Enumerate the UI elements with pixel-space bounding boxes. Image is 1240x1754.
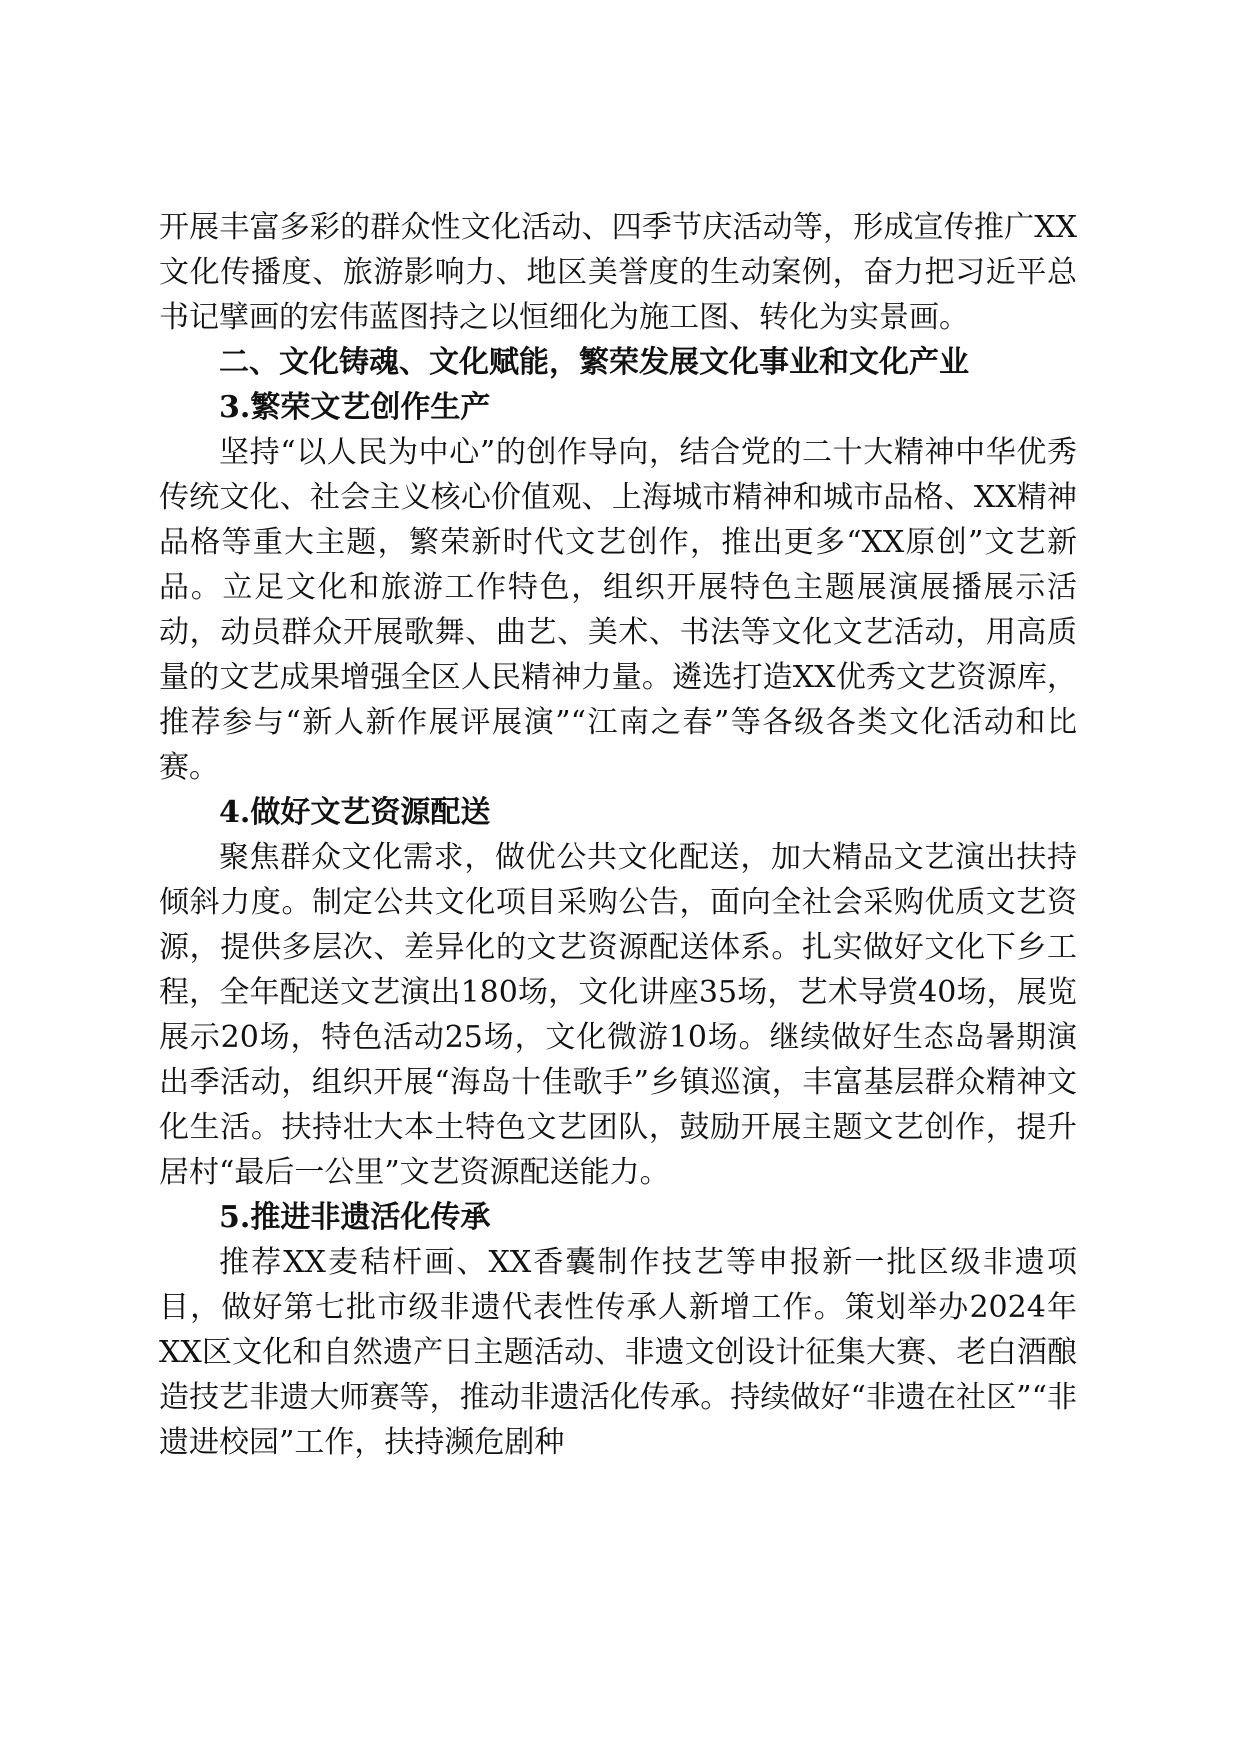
subheading-4: 4.做好文艺资源配送 bbox=[219, 795, 491, 830]
section-heading: 二、文化铸魂、文化赋能，繁荣发展文化事业和文化产业 bbox=[219, 345, 969, 380]
paragraph-5: 推荐XX麦秸杆画、XX香囊制作技艺等申报新一批区级非遗项目，做好第七批市级非遗代表性传承人新增工作。策划举办2024年XX区文化和自然遗产日主题活动、非遗文创设计征集大赛、老白酒酿造技艺非遗大师赛等，推动非遗活化传承。持续做好“非遗在社区”“非遗进校园”工作，扶持濒危剧种 bbox=[159, 1245, 1077, 1460]
document-page bbox=[159, 205, 1077, 1465]
paragraph-continuation: 开展丰富多彩的群众性文化活动、四季节庆活动等，形成宣传推广XX文化传播度、旅游影响力、地区美誉度的生动案例，奋力把习近平总书记擘画的宏伟蓝图持之以恒细化为施工图、转化为实景画。 bbox=[159, 210, 1077, 335]
subheading-5: 5.推进非遗活化传承 bbox=[219, 1200, 491, 1235]
paragraph-3: 坚持“以人民为中心”的创作导向，结合党的二十大精神中华优秀传统文化、社会主义核心价值观、上海城市精神和城市品格、XX精神品格等重大主题，繁荣新时代文艺创作，推出更多“XX原创”文艺新品。立足文化和旅游工作特色，组织开展特色主题展演展播展示活动，动员群众开展歌舞、曲艺、美术、书法等文化文艺活动，用高质量的文艺成果增强全区人民精神力量。遴选打造XX优秀文艺资源库，推荐参与“新人新作展评展演”“江南之春”等各级各类文化活动和比赛。 bbox=[159, 435, 1077, 785]
subheading-3: 3.繁荣文艺创作生产 bbox=[219, 390, 491, 425]
paragraph-4: 聚焦群众文化需求，做优公共文化配送，加大精品文艺演出扶持倾斜力度。制定公共文化项目采购公告，面向全社会采购优质文艺资源，提供多层次、差异化的文艺资源配送体系。扎实做好文化下乡工程，全年配送文艺演出180场，文化讲座35场，艺术导赏40场，展览展示20场，特色活动25场，文化微游10场。继续做好生态岛暑期演出季活动，组织开展“海岛十佳歌手”乡镇巡演，丰富基层群众精神文化生活。扶持壮大本土特色文艺团队，鼓励开展主题文艺创作，提升居村“最后一公里”文艺资源配送能力。 bbox=[159, 840, 1077, 1190]
